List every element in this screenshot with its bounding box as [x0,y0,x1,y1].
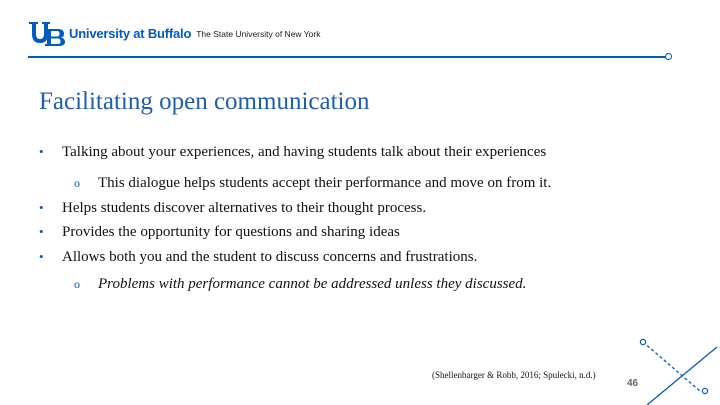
header [28,20,320,46]
bullet-item [39,199,427,217]
bullet-text: Allows both you and the student to discuss concerns and frustrations. [62,249,478,265]
bullet-item [39,223,400,241]
bullet-icon: • [39,249,44,264]
sub-bullet-text: This dialogue helps students accept their performance and move on from it. [98,175,552,191]
sub-bullet-icon: o [74,277,80,291]
citation: (Shellenbarger & Robb, 2016; Spulecki, n.d.) [432,370,596,380]
university-name: University at Buffalo [69,25,192,41]
bullet-icon: • [39,144,44,159]
bullet-text: Provides the opportunity for questions and sharing ideas [62,224,400,240]
sub-bullet-item [74,174,552,192]
bullet-icon: • [39,224,44,239]
decorative-crossing-lines-icon [620,325,720,405]
bullet-text: Helps students discover alternatives to their thought process. [62,200,427,216]
ub-logo-icon [28,20,66,46]
sub-bullet-icon: o [74,176,80,190]
divider-end-dot-icon [665,53,672,60]
bullet-item [39,143,547,161]
sub-bullet-text: Problems with performance cannot be addressed unless they discussed. [98,276,527,292]
header-divider [28,56,666,58]
bullet-text: Talking about your experiences, and having students talk about their experiences [62,144,547,160]
bullet-item [39,248,478,266]
slide-title: Facilitating open communication [39,88,370,115]
sub-bullet-item [74,275,527,293]
page-number: 46 [627,378,639,389]
bullet-icon: • [39,200,44,215]
university-subtitle: The State University of New York [196,28,321,39]
